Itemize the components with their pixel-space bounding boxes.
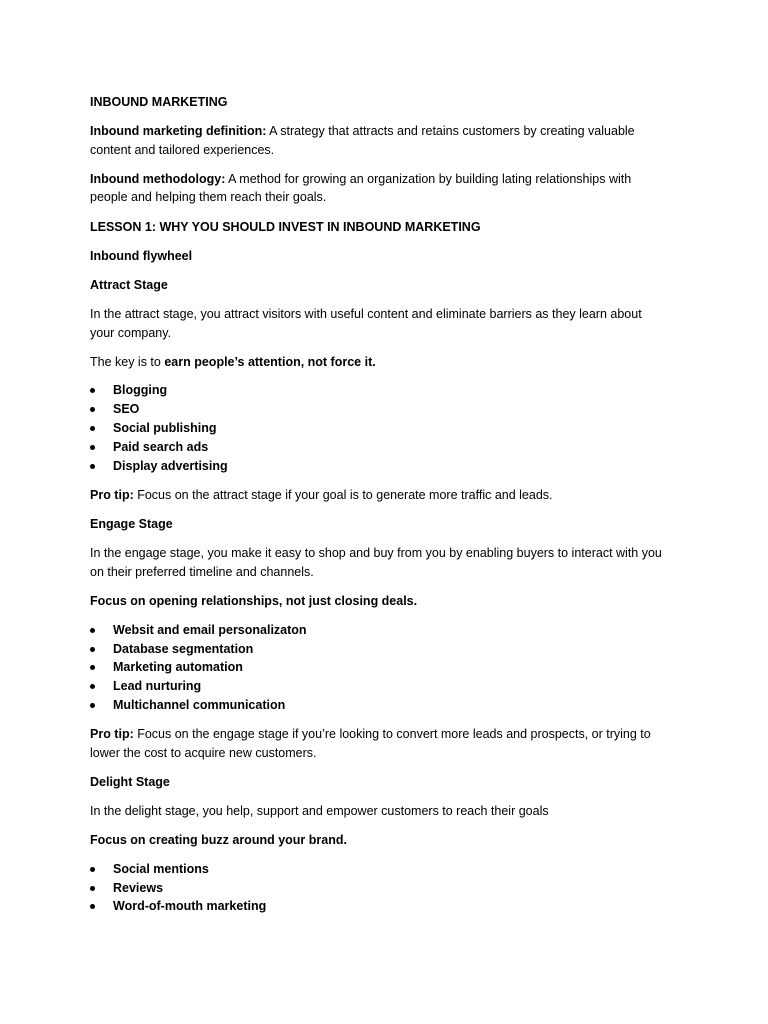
bullet-icon: [90, 886, 95, 891]
engage-heading: Engage Stage: [90, 517, 173, 531]
attract-key-bold: earn people’s attention, not force it.: [164, 355, 376, 369]
flywheel-heading: Inbound flywheel: [90, 249, 193, 263]
engage-focus: Focus on opening relationships, not just closing deals.: [90, 594, 418, 608]
attract-para-line-2: your company.: [90, 326, 172, 340]
bullet-icon: [90, 703, 95, 708]
attract-key-line: [90, 353, 690, 372]
engage-pro-tip-line-2: lower the cost to acquire new customers.: [90, 746, 317, 760]
attract-key-prefix: The key is to: [90, 355, 165, 369]
document-title: INBOUND MARKETING: [90, 95, 228, 109]
methodology-text: A method for growing an organization by building lating relationships with: [225, 172, 632, 186]
attract-heading: Attract Stage: [90, 278, 168, 292]
bullet-icon: [90, 464, 95, 469]
attract-tip-label: Pro tip:: [90, 488, 134, 502]
bullet-icon: [90, 407, 95, 412]
bullet-icon: [90, 867, 95, 872]
bullet-icon: [90, 647, 95, 652]
bullet-icon: [90, 445, 95, 450]
definition-line-1: [90, 122, 690, 141]
bullet-icon: [90, 388, 95, 393]
definition-line-2: content and tailored experiences.: [90, 143, 275, 157]
engage-tip-text: Focus on the engage stage if you’re looking to convert more leads and prospects, or trying to: [133, 727, 651, 741]
delight-para: In the delight stage, you help, support and empower customers to reach their goals: [90, 804, 549, 818]
bullet-icon: [90, 684, 95, 689]
attract-tip-text: Focus on the attract stage if your goal is to generate more traffic and leads.: [133, 488, 553, 502]
lesson-heading: LESSON 1: WHY YOU SHOULD INVEST IN INBOUND MARKETING: [90, 220, 481, 234]
engage-tip-label: Pro tip:: [90, 727, 134, 741]
attract-pro-tip: [90, 486, 690, 505]
bullet-icon: [90, 665, 95, 670]
methodology-line-1: [90, 170, 690, 189]
bullet-icon: [90, 904, 95, 909]
delight-heading: Delight Stage: [90, 775, 170, 789]
attract-para-line-1: In the attract stage, you attract visitors with useful content and eliminate barriers as they learn about: [90, 307, 642, 321]
methodology-line-2: people and helping them reach their goals.: [90, 190, 327, 204]
bullet-icon: [90, 426, 95, 431]
engage-para-line-2: on their preferred timeline and channels.: [90, 565, 314, 579]
engage-pro-tip-line-1: [90, 725, 690, 744]
methodology-label: Inbound methodology:: [90, 172, 226, 186]
bullet-icon: [90, 628, 95, 633]
definition-text: A strategy that attracts and retains customers by creating valuable: [266, 124, 635, 138]
delight-focus: Focus on creating buzz around your brand.: [90, 833, 347, 847]
document-page: INBOUND MARKETING Inbound marketing definition: A strategy that attracts and retains customers by creating valuable content and tailored experiences. Inbound methodology: A method for growing an organization by building lating relationships with people and helping them reach their goals. LESSON 1: WHY YOU SHOULD INVEST IN INBOUND MARKETING Inbound flywheel Attract Stage In the attract stage, you attract visitors with useful content and eliminate barriers as they learn about your company. The key is to earn people’s attention, not force it. Blogging SEO Social publishing Paid search ads Display advertising Pro tip: Focus on the attract stage if your goal is to generate more traffic and leads. Engage Stage In the engage stage, you make it easy to shop and buy from you by enabling buyers to interact with you on their preferred timeline and channels. Focus on opening relationships, not just closing deals. Websit and email personalizaton Database segmentation Marketing automation Lead nurturing Multichannel communication Pro tip: Focus on the engage stage if you’re looking to convert more leads and prospects, or trying to lower the cost to acquire new customers. Delight Stage In the delight stage, you help, support and empower customers to reach their goals Focus on creating buzz around your brand. Social mentions Reviews Word-of-mouth marketing: [0, 0, 768, 1024]
engage-para-line-1: In the engage stage, you make it easy to shop and buy from you by enabling buyers to interact with you: [90, 546, 662, 560]
definition-label: Inbound marketing definition:: [90, 124, 267, 138]
